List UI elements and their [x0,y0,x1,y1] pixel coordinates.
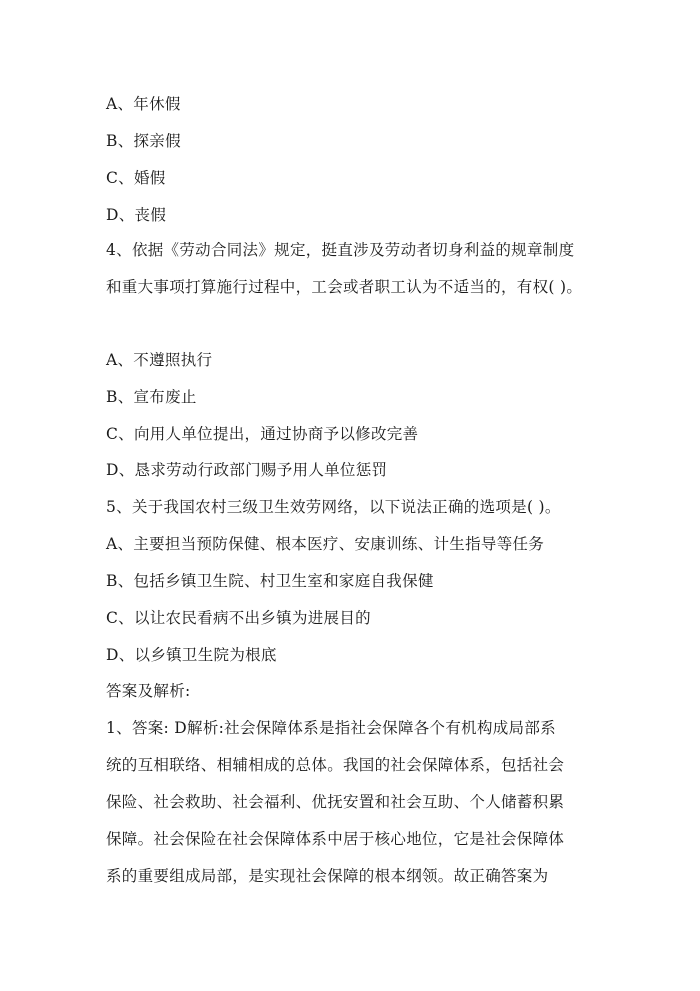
answer-1-line1: 1、答案: D解析:社会保障体系是指社会保障各个有机构成局部系 [106,719,556,737]
answers-heading: 答案及解析: [106,682,191,700]
q3-option-c: C、婚假 [106,169,166,187]
q3-option-b: B、探亲假 [106,132,181,150]
answer-1-line4: 保障。社会保险在社会保障体系中居于核心地位，它是社会保障体 [106,830,565,848]
answer-1-line2: 统的互相联络、相辅相成的总体。我国的社会保障体系，包括社会 [106,756,565,774]
q3-option-a: A、年休假 [106,95,181,113]
q3-option-d: D、丧假 [106,206,167,224]
answer-1-line5: 系的重要组成局部，是实现社会保障的根本纲领。故正确答案为 [106,867,549,885]
q4-option-b: B、宣布废止 [106,388,197,406]
q4-option-d: D、恳求劳动行政部门赐予用人单位惩罚 [106,461,388,479]
q4-stem-line2: 和重大事项打算施行过程中，工会或者职工认为不适当的，有权( )。 [106,278,583,296]
q4-option-a: A、不遵照执行 [106,351,213,369]
q5-option-a: A、主要担当预防保健、根本医疗、安康训练、计生指导等任务 [106,535,545,553]
q5-option-c: C、以让农民看病不出乡镇为进展目的 [106,609,371,627]
answer-1-line3: 保险、社会救助、社会福利、优抚安置和社会互助、个人储蓄积累 [106,793,565,811]
q5-option-b: B、包括乡镇卫生院、村卫生室和家庭自我保健 [106,572,434,590]
q4-option-c: C、向用人单位提出，通过协商予以修改完善 [106,425,419,443]
q5-option-d: D、以乡镇卫生院为根底 [106,646,277,664]
q5-stem: 5、关于我国农村三级卫生效劳网络，以下说法正确的选项是( )。 [106,498,561,516]
q4-stem-line1: 4、依据《劳动合同法》规定，挺直涉及劳动者切身利益的规章制度 [106,241,575,259]
